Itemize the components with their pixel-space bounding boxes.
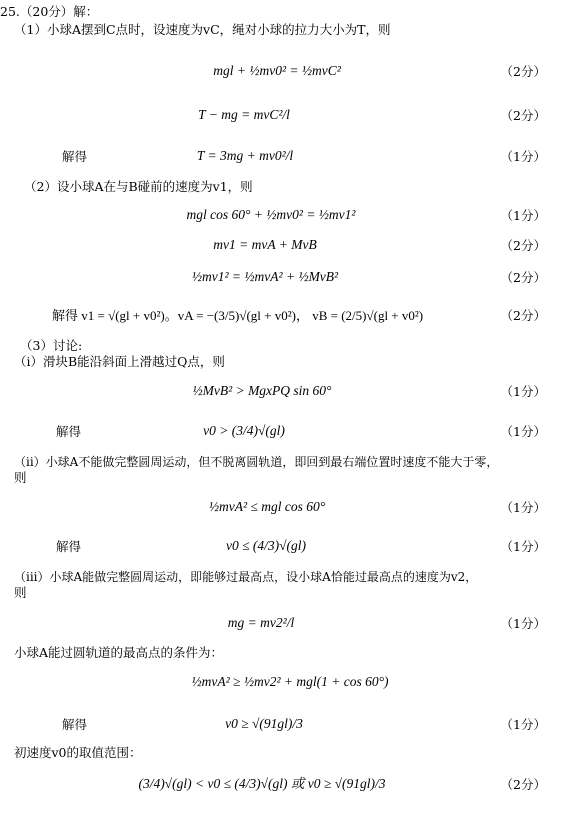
case2-eq1-points: （1分） — [500, 500, 546, 515]
case1-eq2: v0 > (3/4)√(gl) — [203, 423, 285, 438]
case1-solve-label: 解得 — [56, 424, 82, 439]
case2-solve-label: 解得 — [56, 539, 82, 554]
case3-eq2: ½mvA² ≥ ½mv2² + mgl(1 + cos 60°) — [191, 674, 389, 689]
case3-intro-line1: （iii）小球A能做完整圆周运动，即能够过最高点，设小球A恰能过最高点的速度为v2， — [14, 570, 478, 584]
part3-intro: （3）讨论: — [20, 338, 83, 353]
part2-eq2: mv1 = mvA + MvB — [213, 237, 317, 252]
case3-solve-label: 解得 — [62, 717, 88, 732]
part2-result: 解得 v1 = √(gl + v0²)。vA = −(3/5)√(gl + v0²)， vB = (2/5)√(gl + v0²) — [52, 308, 424, 323]
case1-intro: （i）滑块B能沿斜面上滑越过Q点，则 — [14, 354, 225, 369]
case3-eq3-points: （1分） — [500, 717, 546, 732]
case3-eq3: v0 ≥ √(91gl)/3 — [225, 716, 303, 731]
part2-eq3-points: （2分） — [500, 270, 546, 285]
part1-eq2-points: （2分） — [500, 108, 546, 123]
problem-header: 25.（20分）解： — [0, 4, 99, 19]
case1-eq2-points: （1分） — [500, 424, 546, 439]
part1-eq1-points: （2分） — [500, 64, 546, 79]
case1-eq1: ½MvB² > MgxPQ sin 60° — [192, 383, 332, 398]
part1-eq1: mgl + ½mv0² = ½mvC² — [213, 63, 341, 78]
part1-solve-label: 解得 — [62, 149, 88, 164]
case2-eq2-points: （1分） — [500, 539, 546, 554]
part2-eq1: mgl cos 60° + ½mv0² = ½mv1² — [186, 207, 356, 222]
case2-intro-line1: （ii）小球A不能做完整圆周运动，但不脱离圆轨道，即回到最右端位置时速度不能大于零， — [14, 455, 499, 469]
part2-intro: （2）设小球A在与B碰前的速度为v1，则 — [24, 179, 253, 194]
case1-eq1-points: （1分） — [500, 384, 546, 399]
part1-intro: （1）小球A摆到C点时，设速度为vC，绳对小球的拉力大小为T，则 — [14, 22, 391, 37]
case3-condition: 小球A能过圆轨道的最高点的条件为： — [14, 645, 224, 660]
case2-intro-line2: 则 — [14, 470, 27, 485]
part1-eq2: T − mg = mvC²/l — [198, 107, 290, 122]
case2-eq2: v0 ≤ (4/3)√(gl) — [225, 538, 307, 553]
range-label: 初速度v0的取值范围： — [14, 745, 142, 760]
range-points: （2分） — [500, 777, 546, 792]
case3-eq1-points: （1分） — [500, 616, 546, 631]
part1-eq3-points: （1分） — [500, 149, 546, 164]
case2-eq1: ½mvA² ≤ mgl cos 60° — [208, 499, 326, 514]
part2-eq2-points: （2分） — [500, 238, 546, 253]
case3-intro-line2: 则 — [14, 585, 27, 600]
range-eq: (3/4)√(gl) < v0 ≤ (4/3)√(gl) 或 v0 ≥ √(91gl)/3 — [138, 776, 386, 791]
part2-result-points: （2分） — [500, 308, 546, 323]
part2-eq3: ½mv1² = ½mvA² + ½MvB² — [191, 269, 339, 284]
part2-eq1-points: （1分） — [500, 208, 546, 223]
part1-eq3: T = 3mg + mv0²/l — [196, 148, 294, 163]
case3-eq1: mg = mv2²/l — [227, 615, 295, 630]
